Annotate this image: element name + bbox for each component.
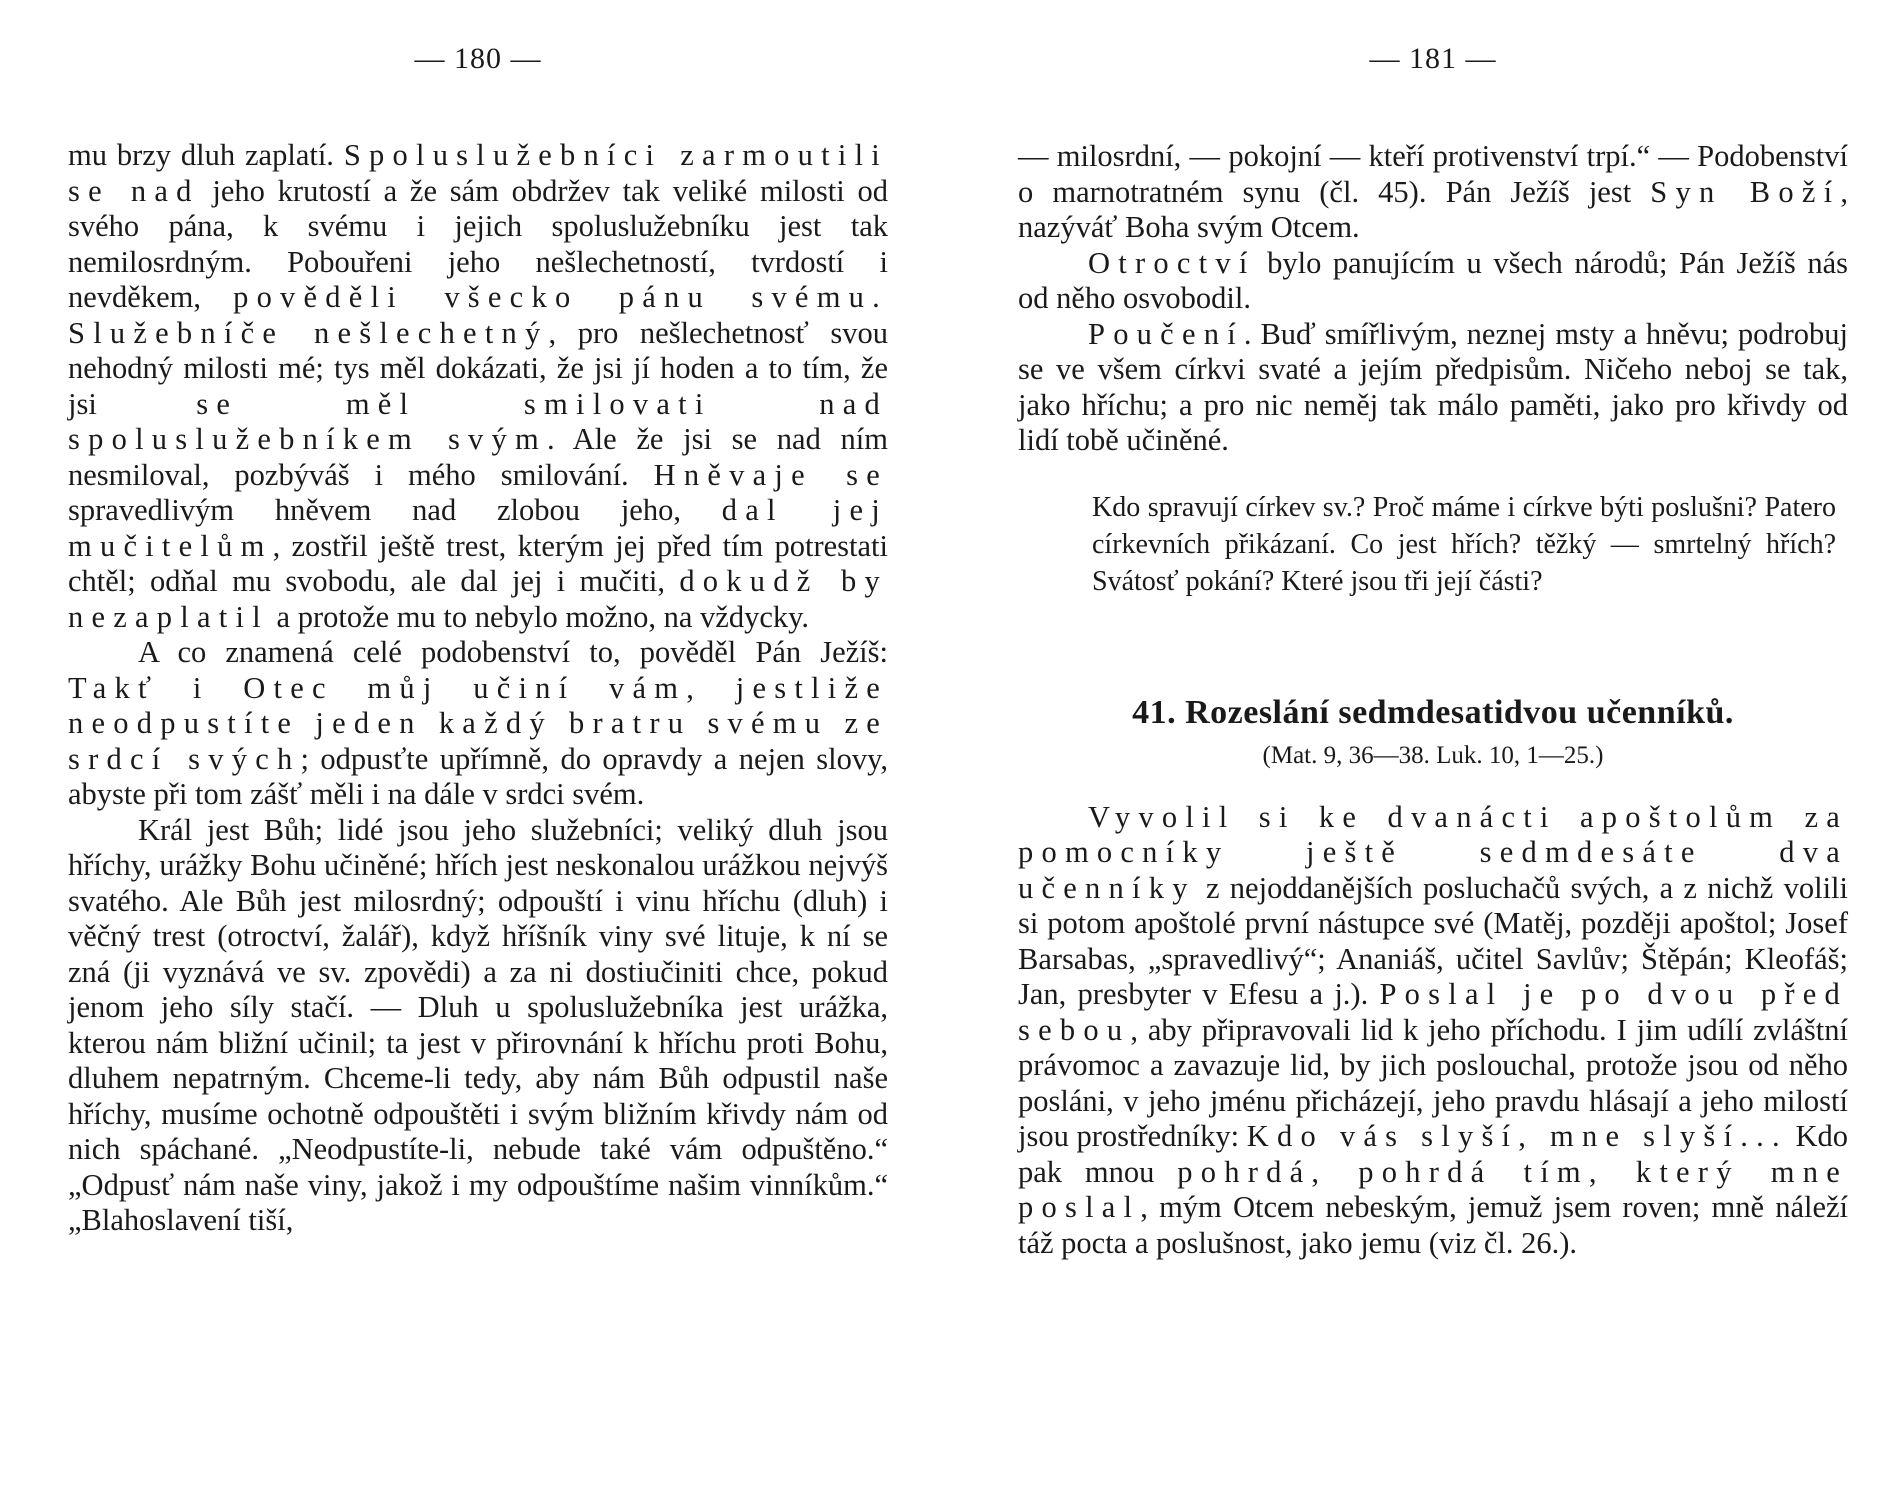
- text-run: — milosrdní, — pokojní — kteří protivenství trpí.“ — Podobenství o marnotratném synu (čl. 45). Pán Ježíš jest: [1018, 139, 1848, 209]
- emphasis-text: pohrdá, pohrdá tím, který mne poslal: [1018, 1154, 1849, 1224]
- paragraph: [1018, 317, 1848, 459]
- review-questions: [1018, 489, 1848, 600]
- text-run: mu brzy dluh zaplatí.: [68, 138, 344, 172]
- text-run: Král jest Bůh; lidé jsou jeho služebníci; veliký dluh jsou hříchy, urážky Bohu učiněné; hřích jest neskonalou urážkou nejvýš svatého. Ale Bůh jest milosrdný; odpouští i vinu hříchu (dluh) i věčný trest (otroctví, žalář), když hříšník viny své lituje, k ní se zná (ji vyznává ve sv. zpovědi) a za ni dostiučiniti chce, pokud jenom jeho síly stačí. — Dluh u spoluslužebníka jest urážka, kterou nám bližní učinil; ta jest v přirovnání k hříchu proti Bohu, dluhem nepatrným. Chceme-li tedy, aby nám Bůh odpustil naše hříchy, musíme ochotně odpouštěti i svým bližním křivdy nám od nich spáchané. „Neodpustíte-li, nebude také vám odpuštěno.“ „Odpusť nám naše viny, jakož i my odpouštíme našim vinníkům.“ „Blahoslavení tiší,: [68, 812, 888, 1237]
- emphasis-text: Syn Boží: [1650, 174, 1841, 209]
- text-run: Kdo pak mnou: [1018, 1119, 1848, 1189]
- section-text: [1018, 800, 1848, 1262]
- paragraph: [1018, 246, 1848, 317]
- text-run: ; odpusťte upřímně, do opravdy a nejen slovy, abyste při tom zášť měli i na dále v srdci svém.: [68, 741, 889, 811]
- right-page: [1018, 0, 1848, 1500]
- emphasis-text: se nad: [68, 173, 200, 208]
- emphasis-text: Otroctví: [1088, 245, 1256, 280]
- left-page: [68, 0, 888, 1500]
- text-run: jeho krutostí a že sám obdržev tak veliké milosti od svého pána, k svému i jejich spoluslužebníku jest tak nemilosrdným. Pobouřeni jeho nešlechetností, tvrdostí i nevděkem,: [68, 173, 888, 314]
- paragraph: [68, 635, 888, 813]
- text-run: . Ale že jsi se nad ním nesmiloval, pozbýváš i mého smilování.: [68, 422, 888, 492]
- paragraph: [68, 138, 888, 635]
- emphasis-text: Služebníče nešlechetný: [68, 315, 549, 350]
- emphasis-text: Hněvaje se: [653, 457, 888, 492]
- emphasis-text: Spoluslužebníci zarmoutili: [343, 138, 888, 172]
- emphasis-text: Poslal je po dvou před sebou: [1018, 977, 1848, 1047]
- emphasis-text: dal jej mučitelům: [68, 493, 888, 563]
- paragraph: [68, 813, 888, 1239]
- text-run: . Buď smířlivým, neznej msty a hněvu; podrobuj se ve všem církvi svaté a jejím předpisům. Ničeho neboj se tak, jako hříchu; a pro nic neměj tak málo paměti, jako pro křivdy od lidí tobě učiněné.: [1018, 316, 1848, 457]
- text-run: , zostřil ještě trest, kterým jej před tím potrestati chtěl; odňal mu svobodu, ale dal jej i mučiti,: [68, 528, 888, 598]
- page-number-right: — 181 —: [1369, 42, 1497, 75]
- text-run: bylo panujícím u všech národů; Pán Ježíš nás od něho osvobodil.: [1018, 245, 1848, 315]
- emphasis-text: Poučení: [1088, 316, 1244, 351]
- emphasis-text: dokudž by nezaplatil: [68, 564, 888, 634]
- text-run: , mým Otcem nebeským, jemuž jsem roven; mně náleží táž pocta a poslušnost, jako jemu (viz čl. 26.).: [1018, 1190, 1848, 1260]
- emphasis-text: Vyvolil si ke dvanácti apoštolům za pomocníky ještě sedmdesáte dva učenníky: [1018, 799, 1848, 905]
- text-run: spravedlivým hněvem nad zlobou jeho,: [68, 493, 722, 527]
- text-run: a protože mu to nebylo možno, na vždycky.: [268, 599, 810, 634]
- emphasis-text: se měl smilovati nad spoluslužebníkem svým: [68, 386, 888, 456]
- questions-text: Kdo spravují církev sv.? Proč máme i církve býti poslušni? Patero církevních přikázaní. Co jest hřích? těžký — smrtelný hřích? Svátosť pokání? Které jsou tři její části?: [1092, 491, 1836, 597]
- left-page-text: [68, 138, 888, 1239]
- section-heading: 41. Rozeslání sedmdesatidvou učenníků.: [1132, 693, 1734, 731]
- paragraph: [1018, 139, 1848, 246]
- text-run: A co znamená celé podobenství to, pověděl Pán Ježíš:: [138, 635, 888, 669]
- page-number-left: — 180 —: [414, 42, 542, 75]
- text-run: , aby připravovali lid k jeho příchodu. I jim udílí zvláštní právomoc a zavazuje lid, by jich poslouchal, protože jsou od něho posláni, v jeho jménu přicházejí, jeho pravdu hlásají a jeho milostí jsou prostředníky:: [1018, 1012, 1848, 1153]
- right-page-text: [1018, 139, 1848, 459]
- emphasis-text: Kdo vás slyší, mne slyší...: [1246, 1119, 1788, 1153]
- paragraph: [1018, 800, 1848, 1262]
- text-run: z nejoddanějších posluchačů svých, a z nichž volili si potom apoštolé první nástupce své (Matěj, později apoštol; Josef Barsabas, „spravedlivý“; Ananiáš, učitel Savlův; Štěpán; Kleofáš; Jan, presbyter v Efesu a j.).: [1018, 870, 1848, 1011]
- emphasis-text: pověděli všecko pánu svému.: [233, 280, 888, 314]
- text-run: , nazýváť Boha svým Otcem.: [1018, 174, 1848, 244]
- text-run: , pro nešlechetnosť svou nehodný milosti mé; tys měl dokázati, že jsi jí hoden a to tím, že jsi: [68, 315, 888, 421]
- emphasis-text: Takť i Otec můj učiní vám, jestliže neodpustíte jeden každý bratru svému ze srdcí svých: [68, 670, 888, 776]
- section-reference: (Mat. 9, 36—38. Luk. 10, 1—25.): [1262, 741, 1604, 769]
